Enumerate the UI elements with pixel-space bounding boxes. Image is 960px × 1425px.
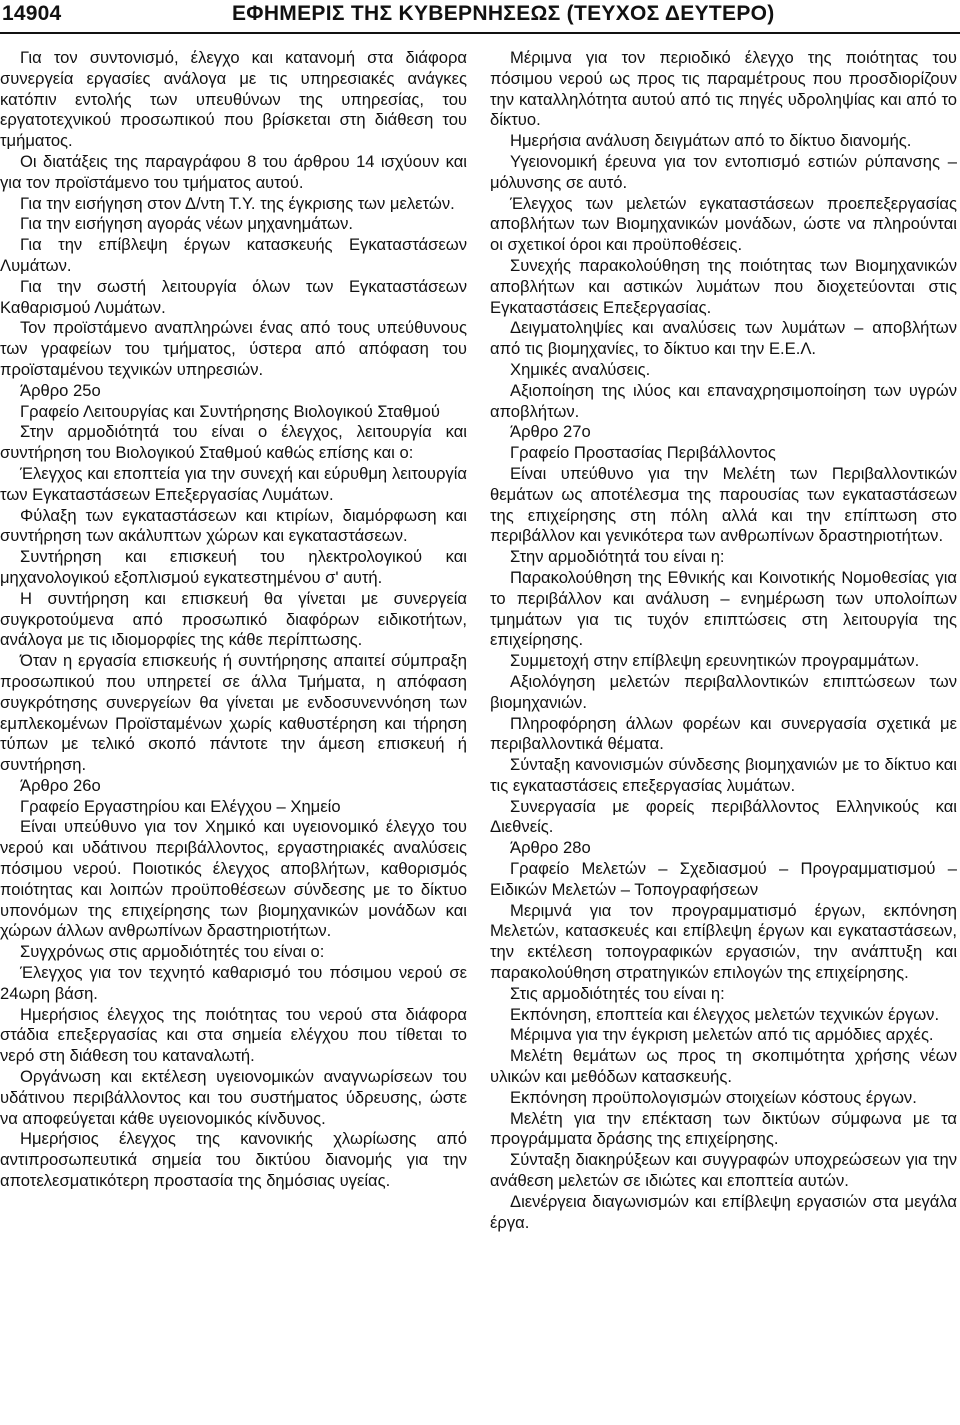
paragraph: Έλεγχος για τον τεχνητό καθαρισμό του πόσιμου νερού σε 24ωρη βάση. <box>0 963 467 1003</box>
article-27-number: Άρθρο 27ο <box>510 422 591 442</box>
paragraph: Συνεχής παρακολούθηση της ποιότητας των Βιομηχανικών αποβλήτων και αστικών λυμάτων που διοχετεύονται στις Εγκαταστάσεις Επεξεργασίας. <box>490 255 957 317</box>
paragraph: Οι διατάξεις της παραγράφου 8 του άρθρου 14 ισχύουν και για τον προϊστάμενο του τμήματος αυτού. <box>0 151 467 192</box>
paragraph: Μέριμνα για την έγκριση μελετών από τις αρμόδιες αρχές. <box>510 1025 934 1045</box>
article-25-number: Άρθρο 25ο <box>20 380 101 400</box>
paragraph: Η συντήρηση και επισκευή θα γίνεται με συνεργεία συγκροτούμενα από προσωπικό διαφόρων ειδικοτήτων, ανάλογα με τις ιδιομορφίες της κάθε περίπτωσης. <box>0 588 467 650</box>
page-number: 14904 <box>2 2 62 25</box>
paragraph: Για τον συντονισμό, έλεγχο και κατανομή στα διάφορα συνεργεία εργασίες ανάλογα με τις υπηρεσιακές ανάγκες κατόπιν εντολής των υπευθύνων της υπηρεσίας, του εργατοτεχνικού προσωπικού που βρίσκεται στη διάθεση του τμήματος. <box>0 48 467 151</box>
paragraph: Μεριμνά για τον προγραμματισμό έργων, εκπόνηση Μελετών, κατασκευές και επίβλεψη έργων και εγκαταστάσεων, την εκτέλεση τοπογραφικών εργασιών, την ανάπτυξη και παρακολούθηση στρατηγικών επιλογών της επιχείρησης. <box>490 900 957 983</box>
paragraph: Συντήρηση και επισκευή του ηλεκτρολογικού και μηχανολογικού εξοπλισμού εγκατεστημένου σ' αυτή. <box>0 547 467 587</box>
paragraph: Για την εισήγηση στον Δ/ντη Τ.Υ. της έγκρισης των μελετών. <box>20 193 455 213</box>
article-28-number: Άρθρο 28ο <box>510 838 591 858</box>
article-25-title: Γραφείο Λειτουργίας και Συντήρησης Βιολογικού Σταθμού <box>20 401 440 421</box>
paragraph: Ημερήσιος έλεγχος της ποιότητας του νερού στα διάφορα στάδια επεξεργασίας και στα σημεία ελέγχου που τίθεται το νερό στη διάθεση του καταναλωτή. <box>0 1004 467 1066</box>
paragraph: Για την επίβλεψη έργων κατασκευής Εγκαταστάσεων Λυμάτων. <box>0 235 467 275</box>
paragraph: Έλεγχος των μελετών εγκαταστάσεων προεπεξεργασίας αποβλήτων των Βιομηχανικών μονάδων, ώστε να πληρούνται οι σχετικοί όροι και προϋποθέσεις. <box>490 193 957 255</box>
journal-title: ΕΦΗΜΕΡΙΣ ΤΗΣ ΚΥΒΕΡΝΗΣΕΩΣ (ΤΕΥΧΟΣ ΔΕΥΤΕΡΟ) <box>232 2 775 25</box>
paragraph: Είναι υπεύθυνο για την Μελέτη των Περιβαλλοντικών θεμάτων ως αποτέλεσμα της παρουσίας των εγκαταστάσεων της επιχείρησης στη πόλη αλλά και την επίπτωση στο περιβάλλον και γενικότερα των ανθρωπίνων δραστηριοτήτων. <box>490 463 957 546</box>
article-26-title: Γραφείο Εργαστηρίου και Ελέγχου – Χημείο <box>20 796 341 816</box>
paragraph: Συνεργασία με φορείς περιβάλλοντος Ελληνικούς και Διεθνείς. <box>490 796 957 837</box>
paragraph: Παρακολούθηση της Εθνικής και Κοινοτικής Νομοθεσίας για το περιβάλλον και ανάλυση – ενημέρωση των υπολοίπων τμημάτων για τις τυχόν επιπτώσεις στη λειτουργία της επιχείρησης. <box>490 567 957 650</box>
paragraph: Όταν η εργασία επισκευής ή συντήρησης απαιτεί σύμπραξη προσωπικού που υπηρετεί σε άλλα Τμήματα, η απόφαση συγκρότησης συνεργείων θα γίνεται με ενδοσυνεννόηση των εμπλεκομένων Προϊσταμένων χωρίς καθυστέρηση και τήρηση τύπων με τελικό σκοπό πάντοτε την άμεση επισκευή ή συντήρηση. <box>0 651 467 775</box>
paragraph: Ημερήσια ανάλυση δειγμάτων από το δίκτυο διανομής. <box>510 131 912 151</box>
paragraph: Τον προϊστάμενο αναπληρώνει ένας από τους υπεύθυνους των γραφείων του τμήματος, ύστερα από απόφαση του προϊσταμένου τεχνικών υπηρεσιών. <box>0 318 467 379</box>
paragraph: Αξιολόγηση μελετών περιβαλλοντικών επιπτώσεων των βιομηχανιών. <box>490 671 957 712</box>
paragraph: Μελέτη θεμάτων ως προς τη σκοπιμότητα χρήσης νέων υλικών και μεθόδων κατασκευής. <box>490 1046 957 1087</box>
page-header <box>0 0 960 34</box>
article-27-title: Γραφείο Προστασίας Περιβάλλοντος <box>510 443 776 463</box>
paragraph: Δειγματοληψίες και αναλύσεις των λυμάτων – αποβλήτων από τις βιομηχανίες, το δίκτυο και την Ε.Ε.Λ. <box>490 318 957 359</box>
paragraph: Είναι υπεύθυνο για τον Χημικό και υγειονομικό έλεγχο του νερού και υδάτινου περιβάλλοντος, εργαστηριακές αναλύσεις πόσιμου νερού. Ποιοτικός έλεγχος αποβλήτων, καθορισμός ποιότητας και λοιπών προϋποθέσεων σύνδεσης με το δίκτυο υπονόμων της επιχείρησης των βιομηχανικών μονάδων και χώρων άλλων ανθρωπίνων δραστηριοτήτων. <box>0 817 467 941</box>
paragraph: Μέριμνα για τον περιοδικό έλεγχο της ποιότητας του πόσιμου νερού ως προς τις παραμέτρους που προσδιορίζουν την καταλληλότητα αυτού από τις πηγές υδροληψίας και από το δίκτυο. <box>490 48 957 130</box>
paragraph: Οργάνωση και εκτέλεση υγειονομικών αναγνωρίσεων του υδάτινου περιβάλλοντος και του συστήματος ύδρευσης, ώστε να αποφεύγεται κάθε υγειονομικός κίνδυνος. <box>0 1067 467 1128</box>
paragraph: Εκπόνηση προϋπολογισμών στοιχείων κόστους έργων. <box>510 1087 917 1107</box>
article-26-number: Άρθρο 26ο <box>20 775 101 795</box>
paragraph: Στην αρμοδιότητά του είναι η: <box>510 547 725 567</box>
paragraph: Συγχρόνως στις αρμοδιότητές του είναι ο: <box>20 942 325 962</box>
paragraph: Αξιοποίηση της ιλύος και επαναχρησιμοποίηση των υγρών αποβλήτων. <box>490 380 957 421</box>
paragraph: Συμμετοχή στην επίβλεψη ερευνητικών προγραμμάτων. <box>510 651 920 671</box>
paragraph: Υγειονομική έρευνα για τον εντοπισμό εστιών ρύπανσης – μόλυνσης σε αυτό. <box>490 151 957 192</box>
paragraph: Έλεγχος και εποπτεία για την συνεχή και εύρυθμη λειτουργία των Εγκαταστάσεων Επεξεργασίας Λυμάτων. <box>0 463 467 504</box>
paragraph: Στις αρμοδιότητές του είναι η: <box>510 983 725 1003</box>
paragraph: Για την εισήγηση αγοράς νέων μηχανημάτων. <box>20 214 353 234</box>
paragraph: Διενέργεια διαγωνισμών και επίβλεψη εργασιών στα μεγάλα έργα. <box>490 1191 957 1232</box>
paragraph: Ημερήσιος έλεγχος της κανονικής χλωρίωσης από αντιπροσωπευτικά σημεία του δικτύου διανομής για την αποτελεσματικότερη προστασία της δημόσιας υγείας. <box>0 1129 467 1191</box>
paragraph: Πληροφόρηση άλλων φορέων και συνεργασία σχετικά με περιβαλλοντικά θέματα. <box>490 713 957 754</box>
paragraph: Εκπόνηση, εποπτεία και έλεγχος μελετών τεχνικών έργων. <box>510 1004 940 1024</box>
right-column <box>490 48 957 1233</box>
paragraph: Φύλαξη των εγκαταστάσεων και κτιρίων, διαμόρφωση και συντήρηση των ακάλυπτων χώρων και εγκαταστάσεων. <box>0 505 467 546</box>
article-28-title: Γραφείο Μελετών – Σχεδιασμού – Προγραμματισμού – Ειδικών Μελετών – Τοπογραφήσεων <box>490 859 957 899</box>
left-column <box>0 48 467 1192</box>
paragraph: Χημικές αναλύσεις. <box>510 359 651 379</box>
paragraph: Μελέτη για την επέκταση των δικτύων σύμφωνα με τα προγράμματα δράσης της επιχείρησης. <box>490 1108 957 1149</box>
paragraph: Σύνταξη κανονισμών σύνδεσης βιομηχανιών με το δίκτυο και τις εγκαταστάσεις επεξεργασίας λυμάτων. <box>490 755 957 795</box>
paragraph: Στην αρμοδιότητά του είναι ο έλεγχος, λειτουργία και συντήρηση του Βιολογικού Σταθμού καθώς επίσης και ο: <box>0 422 467 463</box>
paragraph: Σύνταξη διακηρύξεων και συγγραφών υποχρεώσεων για την ανάθεση μελετών σε ιδιώτες και εποπτεία αυτών. <box>490 1150 957 1191</box>
paragraph: Για την σωστή λειτουργία όλων των Εγκαταστάσεων Καθαρισμού Λυμάτων. <box>0 276 467 317</box>
